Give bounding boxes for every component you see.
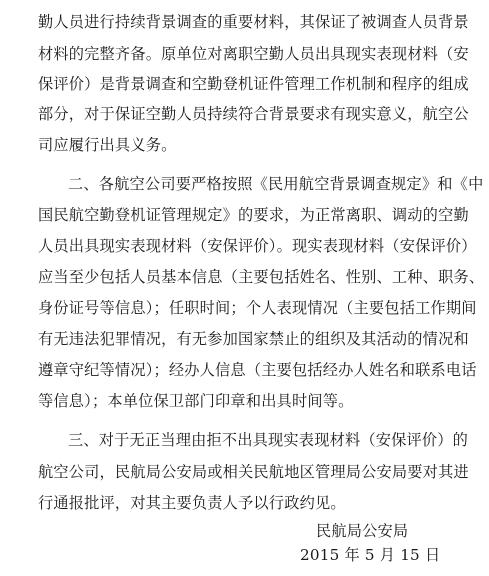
paragraph-2-line-6: 有无违法犯罪情况，有无参加国家禁止的组织及其活动的情况和 [38, 330, 469, 348]
issuer-signature: 民航局公安局 [316, 522, 409, 540]
paragraph-1-line-3: 保评价）是背景调查和空勤登机证件管理工作机制和程序的组成 [38, 75, 469, 93]
paragraph-2-line-4: 应当至少包括人员基本信息（主要包括姓名、性别、工种、职务、 [38, 268, 485, 286]
paragraph-2-line-7: 遵章守纪等情况）；经办人信息（主要包括经办人姓名和联系电话 [38, 361, 477, 379]
paragraph-1-line-2: 材料的完整齐备。原单位对离职空勤人员出具现实表现材料（安 [38, 45, 469, 63]
paragraph-2-line-3: 人员出具现实表现材料（安保评价）。现实表现材料（安保评价） [38, 237, 477, 255]
paragraph-2-line-2: 国民航空勤登机证管理规定》的要求，为正常离职、调动的空勤 [38, 206, 469, 224]
paragraph-3-line-1: 三、对于无正当理由拒不出具现实表现材料（安保评价）的 [68, 431, 469, 449]
issue-date: 2015 年 5 月 15 日 [300, 546, 441, 564]
paragraph-1-line-1: 勤人员进行持续背景调查的重要材料，其保证了被调查人员背景 [38, 13, 469, 31]
paragraph-1-line-5: 司应履行出具义务。 [38, 136, 177, 154]
paragraph-3-line-2: 航空公司，民航局公安局或相关民航地区管理局公安局要对其进 [38, 463, 469, 481]
paragraph-3-line-3: 行通报批评，对其主要负责人予以行政约见。 [38, 494, 346, 512]
paragraph-2-line-5: 身份证号等信息）；任职时间；个人表现情况（主要包括工作期间 [38, 299, 477, 317]
paragraph-1-line-4: 部分，对于保证空勤人员持续符合背景要求有现实意义，航空公 [38, 105, 469, 123]
paragraph-2-line-1: 二、各航空公司要严格按照《民用航空背景调查规定》和《中 [68, 175, 484, 193]
paragraph-2-line-8: 等信息）；本单位保卫部门印章和出具时间等。 [38, 392, 354, 410]
